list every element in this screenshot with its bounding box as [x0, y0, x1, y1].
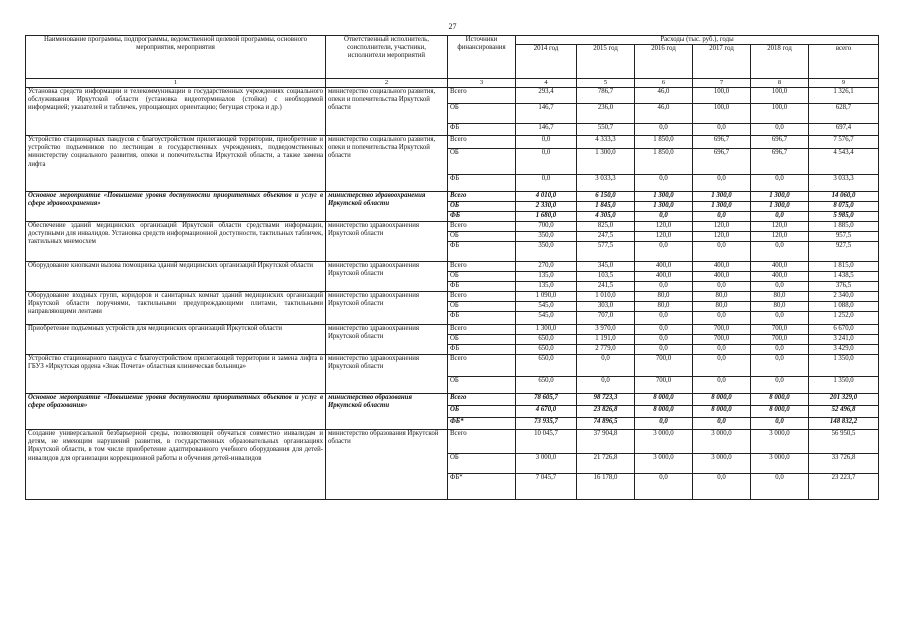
year-value: 3 000,0 — [635, 430, 693, 454]
total-value: 3 241,0 — [809, 335, 879, 345]
year-value: 0,0 — [635, 175, 693, 192]
total-value: 148 832,2 — [809, 418, 879, 430]
activity-name: Создание универсальной безбарьерной среды, позволяющей обучаться совместно инвалидам и детям, не имеющим нарушений развития, в государственных образовательных организациях Иркутской области, в том числе приобретение адаптированного учебного оборудования для детей-инвалидов для организации коррекционной работы и обучения детей-инвалидов — [26, 430, 326, 500]
activity-name: Обеспечение зданий медицинских организаций Иркутской области средствами информации, доступными для инвалидов. Установка средств информационной доступности, тактильных табличек, тактильных мнемосхем — [26, 222, 326, 262]
year-value: 3 000,0 — [693, 454, 751, 474]
header-year: 2017 год — [693, 45, 751, 79]
year-value: 0,0 — [635, 124, 693, 136]
year-value: 270,0 — [516, 262, 577, 272]
year-value: 16 178,0 — [577, 474, 635, 500]
year-value: 0,0 — [516, 136, 577, 149]
year-value: 3 000,0 — [693, 430, 751, 454]
year-value: 8 000,0 — [751, 406, 809, 418]
year-value: 8 000,0 — [693, 406, 751, 418]
table-row — [26, 325, 879, 335]
year-value: 78 605,7 — [516, 394, 577, 406]
header-executor: Ответственный исполнитель, соисполнители, участники, исполнители мероприятий — [326, 36, 448, 79]
header-year: 2015 год — [577, 45, 635, 79]
year-value: 146,7 — [516, 104, 577, 124]
funding-source: ОБ — [448, 149, 516, 175]
year-value: 700,0 — [751, 335, 809, 345]
header-year: 2018 год — [751, 45, 809, 79]
year-value: 103,5 — [577, 272, 635, 282]
year-value: 1 850,0 — [635, 149, 693, 175]
year-value: 120,0 — [693, 232, 751, 242]
total-value: 957,5 — [809, 232, 879, 242]
year-value: 0,0 — [635, 345, 693, 355]
year-value: 1 010,0 — [577, 292, 635, 302]
year-value: 0,0 — [693, 282, 751, 292]
total-value: 201 329,0 — [809, 394, 879, 406]
executor-cell: министерство образования Иркутской области — [326, 394, 448, 430]
year-value: 0,0 — [635, 312, 693, 325]
year-value: 1 090,0 — [516, 292, 577, 302]
year-value: 0,0 — [693, 474, 751, 500]
year-value: 80,0 — [751, 302, 809, 312]
header-year: 2014 год — [516, 45, 577, 79]
funding-source: Всего — [448, 325, 516, 335]
executor-cell: министерство здравоохранения Иркутской области — [326, 325, 448, 355]
funding-source: ФБ — [448, 345, 516, 355]
activity-name: Устройство стационарных пандусов с благоустройством прилегающей территории, приобретение и устройство подъемников по лестницам в государственных учреждениях, подведомственных министерству социального развития, опеки и попечительства Иркутской области, а также замена лифта — [26, 136, 326, 192]
year-value: 3 000,0 — [751, 454, 809, 474]
year-value: 550,7 — [577, 124, 635, 136]
year-value: 350,0 — [516, 242, 577, 262]
year-value: 1 300,0 — [635, 202, 693, 212]
total-value: 1 815,0 — [809, 262, 879, 272]
header-source: Источники финансирования — [448, 36, 516, 79]
year-value: 350,0 — [516, 232, 577, 242]
table-row — [26, 394, 879, 406]
page-number: 27 — [448, 22, 457, 31]
funding-source: Всего — [448, 192, 516, 202]
funding-source: ОБ — [448, 454, 516, 474]
year-value: 3 000,0 — [516, 454, 577, 474]
year-value: 545,0 — [516, 302, 577, 312]
year-value: 120,0 — [751, 222, 809, 232]
table-row — [26, 262, 879, 272]
year-value: 400,0 — [635, 272, 693, 282]
year-value: 545,0 — [516, 312, 577, 325]
year-value: 100,0 — [693, 88, 751, 104]
header-name: Наименование программы, подпрограммы, ведомственной целевой программы, основного мероприятия, мероприятия — [26, 36, 326, 79]
total-value: 1 438,5 — [809, 272, 879, 282]
header-expenses: Расходы (тыс. руб.), годы — [516, 36, 879, 45]
year-value: 8 000,0 — [751, 394, 809, 406]
year-value: 0,0 — [751, 355, 809, 377]
year-value: 0,0 — [635, 474, 693, 500]
total-value: 52 496,8 — [809, 406, 879, 418]
header-year: 2016 год — [635, 45, 693, 79]
year-value: 247,5 — [577, 232, 635, 242]
funding-source: ФБ — [448, 212, 516, 222]
column-number: 7 — [693, 79, 751, 88]
table-row — [26, 136, 879, 149]
year-value: 700,0 — [751, 325, 809, 335]
year-value: 1 300,0 — [693, 192, 751, 202]
year-value: 0,0 — [635, 325, 693, 335]
year-value: 0,0 — [635, 335, 693, 345]
total-value: 1 088,0 — [809, 302, 879, 312]
year-value: 10 045,7 — [516, 430, 577, 454]
funding-source: ОБ — [448, 406, 516, 418]
total-value: 56 950,5 — [809, 430, 879, 454]
funding-source: ОБ — [448, 302, 516, 312]
year-value: 696,7 — [751, 149, 809, 175]
table-row — [26, 222, 879, 232]
year-value: 650,0 — [516, 335, 577, 345]
total-value: 927,5 — [809, 242, 879, 262]
year-value: 0,0 — [635, 242, 693, 262]
year-value: 1 300,0 — [751, 192, 809, 202]
funding-source: ФБ* — [448, 474, 516, 500]
total-value: 14 060,0 — [809, 192, 879, 202]
year-value: 0,0 — [693, 312, 751, 325]
funding-source: Всего — [448, 136, 516, 149]
year-value: 80,0 — [693, 292, 751, 302]
year-value: 0,0 — [751, 124, 809, 136]
table-row — [26, 192, 879, 202]
total-value: 1 326,1 — [809, 88, 879, 104]
funding-source: Всего — [448, 355, 516, 377]
year-value: 0,0 — [577, 355, 635, 377]
year-value: 0,0 — [751, 282, 809, 292]
year-value: 1 300,0 — [635, 192, 693, 202]
year-value: 577,5 — [577, 242, 635, 262]
year-value: 0,0 — [693, 345, 751, 355]
year-value: 4 010,0 — [516, 192, 577, 202]
year-value: 4 305,0 — [577, 212, 635, 222]
year-value: 0,0 — [693, 377, 751, 394]
funding-source: ОБ — [448, 377, 516, 394]
year-value: 0,0 — [751, 345, 809, 355]
year-value: 0,0 — [751, 377, 809, 394]
year-value: 700,0 — [516, 222, 577, 232]
year-value: 400,0 — [751, 272, 809, 282]
total-value: 376,5 — [809, 282, 879, 292]
column-number: 8 — [751, 79, 809, 88]
column-number: 2 — [326, 79, 448, 88]
year-value: 146,7 — [516, 124, 577, 136]
year-value: 120,0 — [635, 222, 693, 232]
year-value: 46,0 — [635, 88, 693, 104]
funding-source: ФБ — [448, 242, 516, 262]
year-value: 0,0 — [751, 312, 809, 325]
executor-cell: министерство здравоохранения Иркутской области — [326, 292, 448, 325]
funding-source: Всего — [448, 394, 516, 406]
year-value: 46,0 — [635, 104, 693, 124]
funding-source: ОБ — [448, 202, 516, 212]
funding-source: Всего — [448, 292, 516, 302]
table-row — [26, 430, 879, 454]
year-value: 1 300,0 — [516, 325, 577, 335]
year-value: 236,0 — [577, 104, 635, 124]
year-value: 37 904,8 — [577, 430, 635, 454]
table-row — [26, 355, 879, 377]
executor-cell: министерство образования Иркутской области — [326, 430, 448, 500]
year-value: 650,0 — [516, 377, 577, 394]
year-value: 400,0 — [751, 262, 809, 272]
year-value: 8 000,0 — [693, 394, 751, 406]
year-value: 303,0 — [577, 302, 635, 312]
column-number: 3 — [448, 79, 516, 88]
total-value: 6 670,0 — [809, 325, 879, 335]
funding-source: ФБ — [448, 175, 516, 192]
executor-cell: министерство социального развития, опеки и попечительства Иркутской области — [326, 88, 448, 136]
total-value: 33 726,8 — [809, 454, 879, 474]
year-value: 700,0 — [635, 377, 693, 394]
executor-cell: министерство социального развития, опеки и попечительства Иркутской области — [326, 136, 448, 192]
year-value: 0,0 — [635, 212, 693, 222]
year-value: 0,0 — [516, 149, 577, 175]
activity-name: Основное мероприятие «Повышение уровня доступности приоритетных объектов и услуг в сфере здравоохранения» — [26, 192, 326, 222]
executor-cell: министерство здравоохранения Иркутской области — [326, 262, 448, 292]
column-number: 5 — [577, 79, 635, 88]
year-value: 0,0 — [635, 418, 693, 430]
year-value: 0,0 — [751, 212, 809, 222]
year-value: 100,0 — [751, 104, 809, 124]
year-value: 120,0 — [751, 232, 809, 242]
year-value: 21 726,8 — [577, 454, 635, 474]
year-value: 120,0 — [635, 232, 693, 242]
year-value: 0,0 — [693, 355, 751, 377]
activity-name: Приобретение подъемных устройств для медицинских организаций Иркутской области — [26, 325, 326, 355]
column-number: 6 — [635, 79, 693, 88]
year-value: 135,0 — [516, 272, 577, 282]
funding-source: Всего — [448, 222, 516, 232]
year-value: 100,0 — [693, 104, 751, 124]
funding-source: ФБ — [448, 124, 516, 136]
year-value: 700,0 — [635, 355, 693, 377]
funding-source: ОБ — [448, 272, 516, 282]
year-value: 0,0 — [751, 418, 809, 430]
year-value: 400,0 — [693, 272, 751, 282]
total-value: 23 223,7 — [809, 474, 879, 500]
activity-name: Оборудование входных групп, коридоров и санитарных комнат зданий медицинских организаций Иркутской области поручнями, тактильными предупреждающими плитами, тактильными направляющими лентами — [26, 292, 326, 325]
year-value: 650,0 — [516, 345, 577, 355]
year-value: 120,0 — [693, 222, 751, 232]
funding-source: Всего — [448, 88, 516, 104]
funding-source: ОБ — [448, 232, 516, 242]
year-value: 241,5 — [577, 282, 635, 292]
year-value: 100,0 — [751, 88, 809, 104]
year-value: 400,0 — [693, 262, 751, 272]
table-row — [26, 292, 879, 302]
year-value: 0,0 — [516, 175, 577, 192]
year-value: 1 300,0 — [577, 149, 635, 175]
year-value: 80,0 — [751, 292, 809, 302]
executor-cell: министерство здравоохранения Иркутской области — [326, 222, 448, 262]
year-value: 4 333,3 — [577, 136, 635, 149]
funding-source: ОБ — [448, 335, 516, 345]
year-value: 80,0 — [635, 292, 693, 302]
total-value: 7 576,7 — [809, 136, 879, 149]
funding-source: Всего — [448, 262, 516, 272]
year-value: 696,7 — [693, 149, 751, 175]
year-value: 696,7 — [751, 136, 809, 149]
column-number: 9 — [809, 79, 879, 88]
total-value: 8 075,0 — [809, 202, 879, 212]
year-value: 345,0 — [577, 262, 635, 272]
year-value: 825,0 — [577, 222, 635, 232]
year-value: 74 896,5 — [577, 418, 635, 430]
year-value: 0,0 — [693, 212, 751, 222]
executor-cell: министерство здравоохранения Иркутской области — [326, 355, 448, 394]
activity-name: Основное мероприятие «Повышение уровня доступности приоритетных объектов и услуг в сфере образования» — [26, 394, 326, 430]
year-value: 786,7 — [577, 88, 635, 104]
year-value: 3 000,0 — [751, 430, 809, 454]
column-number: 1 — [26, 79, 326, 88]
year-value: 3 000,0 — [635, 454, 693, 474]
year-value: 1 845,0 — [577, 202, 635, 212]
activity-name: Оборудование кнопками вызова помощника зданий медицинских организаций Иркутской области — [26, 262, 326, 292]
column-number: 4 — [516, 79, 577, 88]
year-value: 3 033,3 — [577, 175, 635, 192]
total-value: 3 033,3 — [809, 175, 879, 192]
year-value: 135,0 — [516, 282, 577, 292]
year-value: 3 970,0 — [577, 325, 635, 335]
year-value: 4 670,0 — [516, 406, 577, 418]
total-value: 628,7 — [809, 104, 879, 124]
year-value: 0,0 — [693, 418, 751, 430]
total-value: 1 252,0 — [809, 312, 879, 325]
year-value: 0,0 — [693, 242, 751, 262]
total-value: 1 350,0 — [809, 355, 879, 377]
year-value: 0,0 — [751, 242, 809, 262]
year-value: 73 935,7 — [516, 418, 577, 430]
year-value: 696,7 — [693, 136, 751, 149]
year-value: 80,0 — [693, 302, 751, 312]
year-value: 293,4 — [516, 88, 577, 104]
funding-source: ОБ — [448, 104, 516, 124]
year-value: 1 680,0 — [516, 212, 577, 222]
year-value: 7 045,7 — [516, 474, 577, 500]
year-value: 1 191,0 — [577, 335, 635, 345]
header-total: всего — [809, 45, 879, 79]
total-value: 3 429,0 — [809, 345, 879, 355]
year-value: 707,0 — [577, 312, 635, 325]
year-value: 1 300,0 — [693, 202, 751, 212]
year-value: 80,0 — [635, 302, 693, 312]
year-value: 700,0 — [693, 335, 751, 345]
total-value: 4 543,4 — [809, 149, 879, 175]
total-value: 2 340,0 — [809, 292, 879, 302]
table-body — [26, 88, 879, 500]
activity-name: Установка средств информации и телекоммуникации в государственных учреждениях социального обслуживания Иркутской области (установка видеотерминалов (стойки) с необходимой информацией; указателей и табличек, упрощающих ориентацию; бегущая строка и др.) — [26, 88, 326, 136]
year-value: 2 330,0 — [516, 202, 577, 212]
year-value: 1 300,0 — [751, 202, 809, 212]
funding-source: ФБ — [448, 312, 516, 325]
year-value: 98 723,3 — [577, 394, 635, 406]
activity-name: Устройство стационарного пандуса с благоустройством прилегающей территории и замена лифта в ГБУЗ «Иркутская ордена «Знак Почета» областная клиническая больница» — [26, 355, 326, 394]
funding-source: ФБ — [448, 282, 516, 292]
year-value: 6 150,0 — [577, 192, 635, 202]
year-value: 8 000,0 — [635, 394, 693, 406]
year-value: 650,0 — [516, 355, 577, 377]
funding-source: ФБ* — [448, 418, 516, 430]
year-value: 700,0 — [693, 325, 751, 335]
year-value: 0,0 — [693, 175, 751, 192]
year-value: 2 779,0 — [577, 345, 635, 355]
year-value: 1 850,0 — [635, 136, 693, 149]
executor-cell: министерство здравоохранения Иркутской области — [326, 192, 448, 222]
year-value: 0,0 — [751, 175, 809, 192]
total-value: 697,4 — [809, 124, 879, 136]
total-value: 1 885,0 — [809, 222, 879, 232]
table-row — [26, 88, 879, 104]
total-value: 5 985,0 — [809, 212, 879, 222]
year-value: 0,0 — [751, 474, 809, 500]
funding-source: Всего — [448, 430, 516, 454]
year-value: 400,0 — [635, 262, 693, 272]
year-value: 23 826,8 — [577, 406, 635, 418]
year-value: 0,0 — [693, 124, 751, 136]
year-value: 0,0 — [577, 377, 635, 394]
year-value: 0,0 — [635, 282, 693, 292]
total-value: 1 350,0 — [809, 377, 879, 394]
year-value: 8 000,0 — [635, 406, 693, 418]
budget-table — [25, 35, 879, 500]
